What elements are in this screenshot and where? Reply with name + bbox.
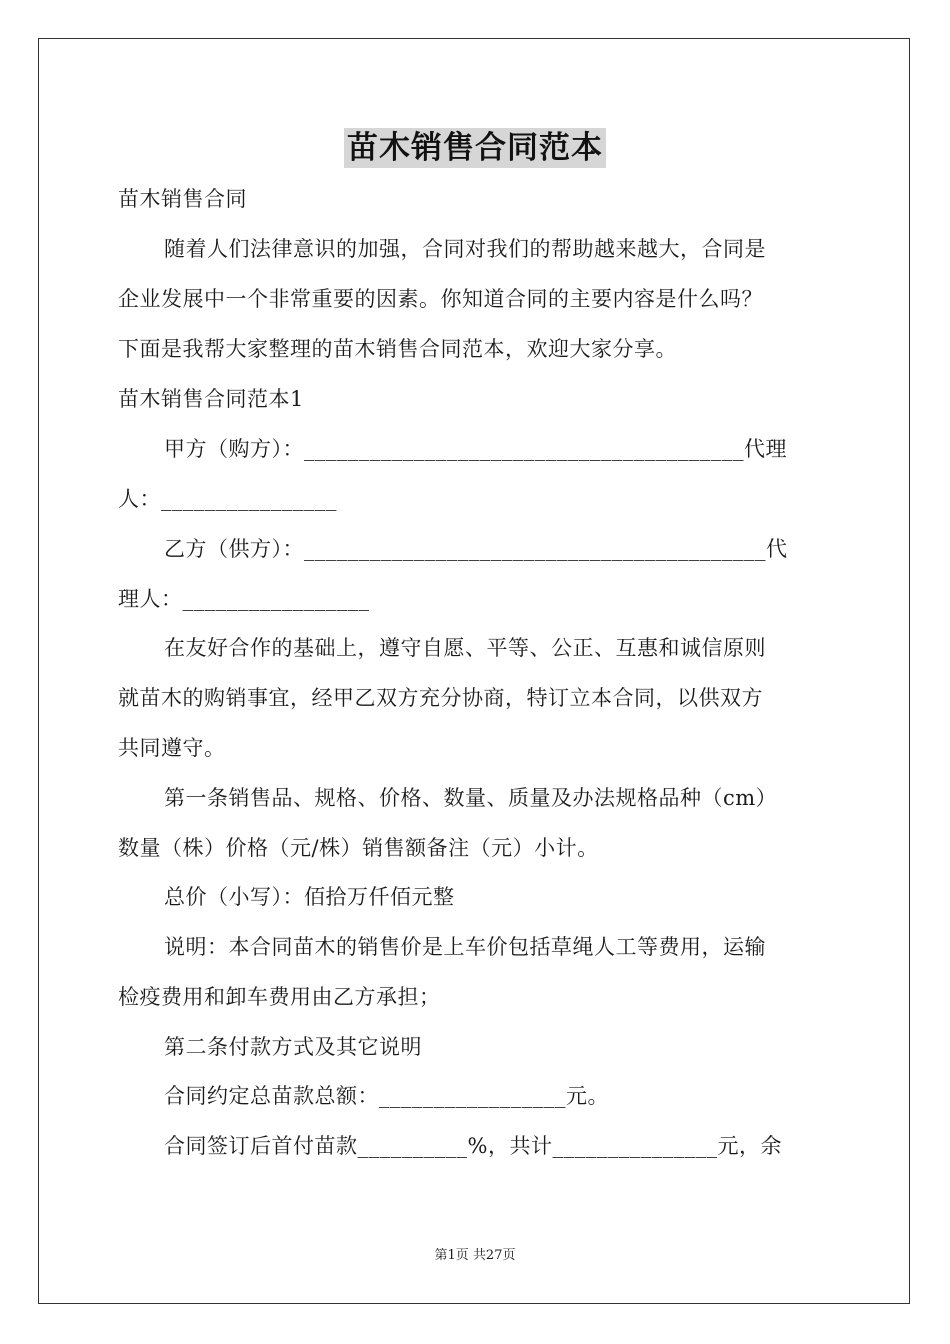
page-footer: 第1页 共27页: [434, 1248, 516, 1263]
total-amount-line: 合同约定总苗款总额：_________________元。: [164, 1084, 609, 1108]
party-a-agent-line: 人：________________: [118, 487, 337, 511]
article-one-line: 第一条销售品、规格、价格、数量、质量及办法规格品种（cm）: [164, 786, 778, 810]
party-a-line: 甲方（购方）：________________________________________代理: [164, 437, 787, 461]
paragraph-line: 就苗木的购销事宜，经甲乙双方充分协商，特订立本合同，以供双方: [118, 686, 763, 710]
article-two-heading: 第二条付款方式及其它说明: [164, 1035, 422, 1059]
note-line: 说明：本合同苗木的销售价是上车价包括草绳人工等费用，运输: [164, 935, 766, 959]
document-title: 苗木销售合同范本: [344, 128, 606, 168]
paragraph-line: 企业发展中一个非常重要的因素。你知道合同的主要内容是什么吗？: [118, 287, 763, 311]
section-heading: 苗木销售合同范本1: [118, 387, 304, 411]
paragraph-line: 下面是我帮大家整理的苗木销售合同范本，欢迎大家分享。: [118, 337, 677, 361]
first-payment-line: 合同签订后首付苗款__________%，共计_______________元，余: [164, 1134, 782, 1158]
paragraph-line: 数量（株）价格（元/株）销售额备注（元）小计。: [118, 836, 599, 860]
paragraph-line: 检疫费用和卸车费用由乙方承担；: [118, 985, 441, 1009]
total-price-line: 总价（小写）：佰拾万仟佰元整: [164, 885, 455, 909]
paragraph-line: 共同遵守。: [118, 736, 226, 760]
paragraph-line: 在友好合作的基础上，遵守自愿、平等、公正、互惠和诚信原则: [164, 636, 766, 660]
intro-heading: 苗木销售合同: [118, 187, 247, 211]
title-container: [0, 128, 950, 168]
party-b-agent-line: 理人：_________________: [118, 587, 370, 611]
page-border: [38, 38, 910, 1304]
paragraph-line: 随着人们法律意识的加强，合同对我们的帮助越来越大，合同是: [164, 237, 766, 261]
party-b-line: 乙方（供方）：__________________________________________代: [164, 537, 788, 561]
